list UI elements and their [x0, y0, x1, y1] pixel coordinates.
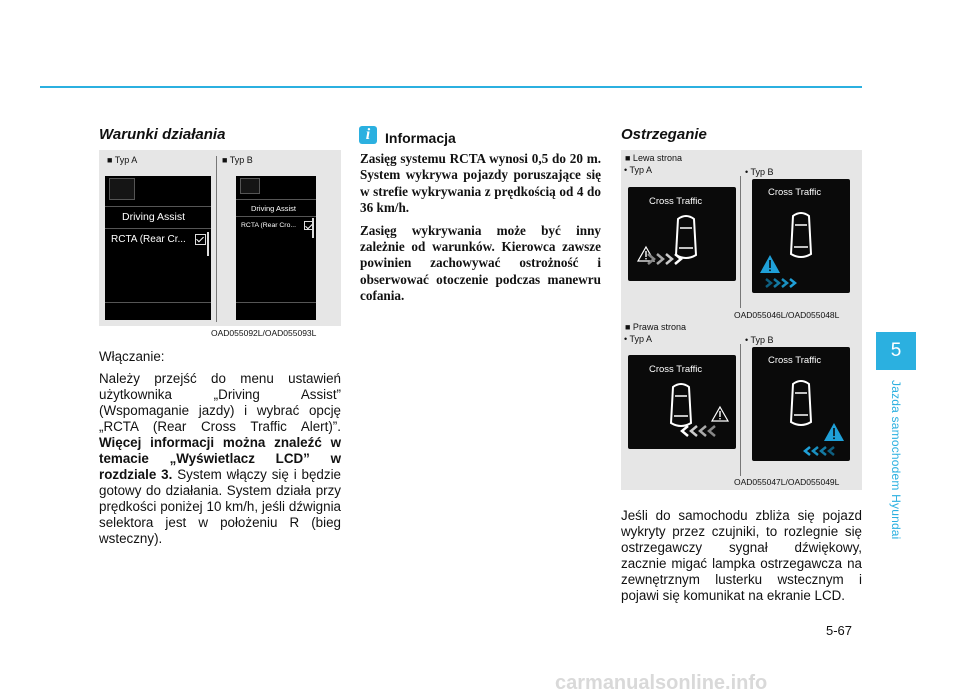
paragraph-instructions: [99, 371, 341, 547]
info-body: [360, 151, 601, 311]
paragraph-enable: Włączanie:: [99, 349, 165, 364]
car-top-icon: [752, 179, 850, 293]
cross-traffic-title: Cross Traffic: [649, 364, 703, 375]
figure-cross-traffic: [621, 150, 862, 490]
car-shape: [791, 213, 811, 257]
screen-a-line: [105, 228, 211, 229]
left-side-type-b: • Typ B: [745, 167, 774, 177]
right-side-label: ■ Prawa strona: [625, 322, 686, 332]
screen-b-menu: Driving Assist: [251, 204, 297, 213]
left-side-label: ■ Lewa strona: [625, 153, 682, 163]
screen-b-tile: [240, 178, 260, 194]
cross-traffic-screen-left-b: [752, 179, 850, 293]
warning-triangle-icon: [760, 255, 780, 273]
cross-traffic-screen-right-b: [752, 347, 850, 461]
cross-traffic-title: Cross Traffic: [649, 196, 703, 207]
cross-traffic-title: Cross Traffic: [768, 355, 822, 366]
figure-rcta-settings: [99, 150, 341, 338]
screen-a-item: RCTA (Rear Cr...: [111, 234, 186, 245]
left-body-text: [99, 349, 341, 547]
checkbox-icon: [195, 234, 206, 245]
instructions-bold: Więcej informacji można znaleźć w temacie „Wyświetlacz LCD” w rozdziale 3.: [99, 435, 341, 482]
right-side-type-b: • Typ B: [745, 335, 774, 345]
info-icon: i: [359, 126, 377, 144]
left-side-type-a: • Typ A: [624, 165, 653, 175]
car-shape: [671, 384, 691, 426]
warning-triangle-icon: [638, 247, 654, 261]
left-side-caption: OAD055046L/OAD055048L: [734, 310, 840, 320]
info-title: Informacja: [385, 130, 456, 146]
heading-operating-conditions: Warunki działania: [99, 126, 226, 143]
screen-b-line: [236, 302, 316, 303]
car-top-icon: [628, 187, 736, 281]
info-paragraph-range: Zasięg systemu RCTA wynosi 0,5 do 20 m. System wykrywa pojazdy poruszające się w strefie wykrywania z prędkością od 4 do 36 km/h.: [360, 151, 601, 216]
fig2-divider-top: [740, 176, 741, 308]
screen-a-scrollbar: [207, 232, 209, 256]
fig2-divider-bottom: [740, 344, 741, 476]
screen-b-line: [236, 216, 316, 217]
right-body-text: [621, 508, 862, 604]
warning-triangle-icon: [824, 423, 844, 441]
instructions-rest: System włączy się i będzie gotowy do działania. System działa przy prędkości poniżej 10 km/h, jeśli dźwignia selektora jest w położeniu R (bieg wsteczny).: [99, 467, 341, 546]
screen-a-line: [105, 206, 211, 207]
chapter-label: [889, 380, 905, 560]
instructions-text: Należy przejść do menu ustawień użytkownika „Driving Assist” (Wspomaganie jazdy) i wybrać opcję „RCTA (Rear Cross Traffic Alert)”.: [99, 371, 341, 434]
fig1-label-a: ■ Typ A: [107, 155, 138, 165]
cross-traffic-screen-left-a: [628, 187, 736, 281]
page-number: 5-67: [826, 623, 853, 638]
paragraph-warning: Jeśli do samochodu zbliża się pojazd wykryty przez czujniki, to rozlegnie się ostrzegawczy sygnał dźwiękowy, zacznie migać lampka ostrzegawcza na zewnętrznym lusterku wstecznym i pojawi się komunikat na ekranie LCD.: [621, 508, 862, 603]
cross-traffic-title: Cross Traffic: [768, 187, 822, 198]
chapter-label-text: Jazda samochodem Hyundai: [889, 380, 903, 540]
chevron-arrows-icon: [648, 254, 681, 264]
info-paragraph-caution: Zasięg wykrywania może być inny zależnie od warunków. Kierowca zawsze powinien zachowywać ostrożność i obserwować otoczenie podczas manewru cofania.: [360, 222, 601, 304]
screen-a-line: [105, 302, 211, 303]
screen-b-scrollbar: [312, 218, 314, 238]
cross-traffic-screen-right-a: [628, 355, 736, 449]
fig1-caption: OAD055092L/OAD055093L: [211, 328, 317, 338]
car-top-icon: [628, 355, 736, 449]
screen-b-line: [236, 199, 316, 200]
watermark: carmanualsonline.info: [555, 672, 768, 694]
right-side-type-a: • Typ A: [624, 334, 653, 344]
warning-triangle-icon: [712, 407, 728, 421]
chevron-arrows-icon: [766, 279, 795, 287]
fig1-divider: [216, 156, 217, 322]
screen-a-tile: [109, 178, 135, 200]
chapter-tab: 5: [876, 332, 916, 370]
car-shape: [676, 216, 696, 258]
chevron-arrows-icon: [682, 426, 715, 436]
car-shape: [791, 381, 811, 425]
top-rule: [40, 86, 862, 88]
right-side-caption: OAD055047L/OAD055049L: [734, 477, 840, 487]
fig1-label-b: ■ Typ B: [222, 155, 253, 165]
car-top-icon: [752, 347, 850, 461]
heading-warning: Ostrzeganie: [621, 126, 707, 143]
fig1-screen-a: [105, 176, 211, 320]
screen-a-menu: Driving Assist: [122, 211, 186, 223]
fig1-screen-b: [236, 176, 316, 320]
chevron-arrows-icon: [805, 447, 834, 455]
screen-b-item: RCTA (Rear Cro...: [241, 222, 297, 229]
